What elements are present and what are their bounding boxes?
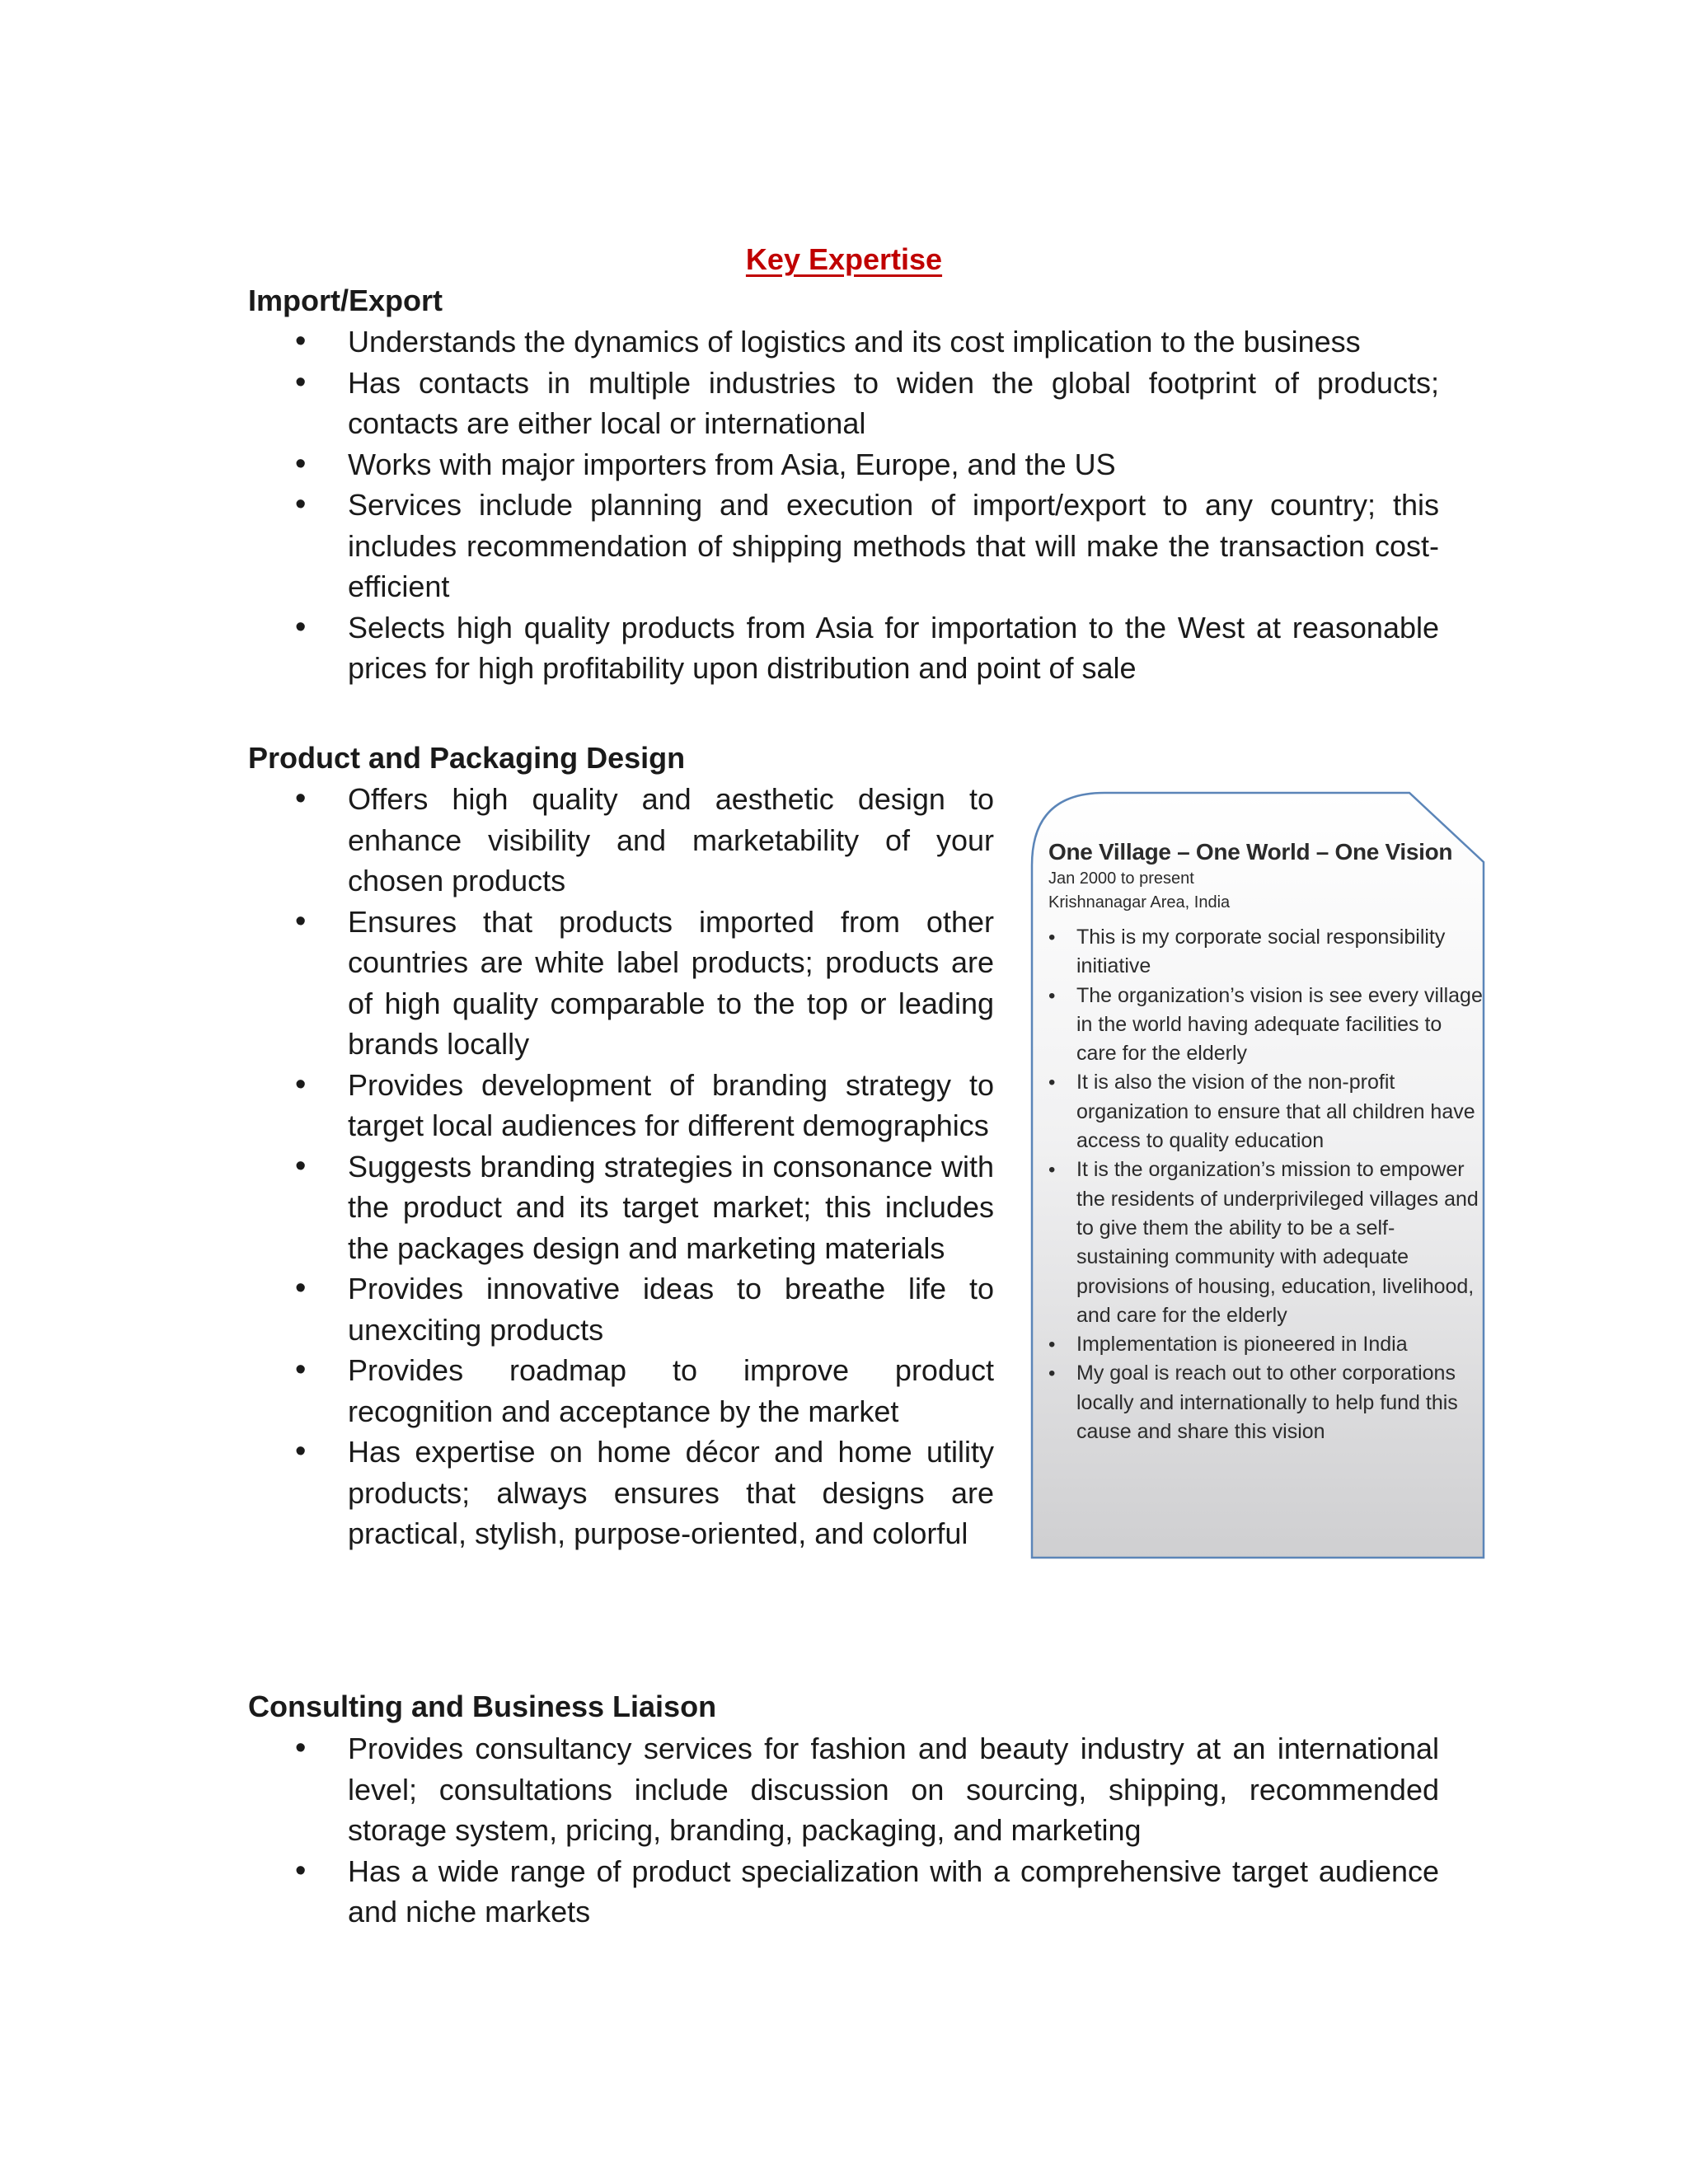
callout-title: One Village – One World – One Vision (1048, 839, 1453, 865)
list-item: • Understands the dynamics of logistics and its cost implication to the business (0, 321, 1439, 363)
callout-content (1048, 837, 1485, 1446)
callout-list (1048, 923, 1485, 1446)
list-item: • Has expertise on home décor and home utility products; always ensures that designs are practical, stylish, purpose-oriented, and colorful (0, 1432, 994, 1554)
list-item: • My goal is reach out to other corporations locally and internationally to help fund this cause and share this vision (1048, 1359, 1485, 1446)
callout-location: Krishnanagar Area, India (1048, 893, 1231, 912)
list-item: • Offers high quality and aesthetic design to enhance visibility and marketability of your chosen products (0, 779, 994, 902)
list-item: • It is also the vision of the non-profit organization to ensure that all children have access to quality education (1048, 1068, 1485, 1155)
list-item: • It is the organization’s mission to empower the residents of underprivileged villages and to give them the ability to be a self-sustaining community with adequate provisions of housing, education, livelihood, and care for the elderly (1048, 1155, 1485, 1330)
csr-callout-box (1030, 791, 1485, 1559)
consulting-heading: Consulting and Business Liaison (248, 1690, 717, 1723)
list-item: • Has contacts in multiple industries to widen the global footprint of products; contacts are either local or international (0, 363, 1439, 444)
consulting-list (0, 1728, 1439, 1933)
list-item: • Provides roadmap to improve product recognition and acceptance by the market (0, 1350, 994, 1432)
list-item: • Provides consultancy services for fashion and beauty industry at an international level; consultations include discussion on sourcing, shipping, recommended storage system, pricing, branding, packaging, and marketing (0, 1728, 1439, 1851)
list-item: • Services include planning and execution of import/export to any country; this includes recommendation of shipping methods that will make the transaction cost-efficient (0, 485, 1439, 607)
list-item: • Selects high quality products from Asia for importation to the West at reasonable prices for high profitability upon distribution and point of sale (0, 607, 1439, 689)
list-item: • The organization’s vision is see every village in the world having adequate facilities to care for the elderly (1048, 982, 1485, 1069)
list-item: • Has a wide range of product specialization with a comprehensive target audience and niche markets (0, 1851, 1439, 1933)
list-item: • Suggests branding strategies in consonance with the product and its target market; this includes the packages design and marketing materials (0, 1146, 994, 1269)
callout-dates: Jan 2000 to present (1048, 869, 1194, 888)
list-item: • Works with major importers from Asia, Europe, and the US (0, 444, 1439, 485)
list-item: • This is my corporate social responsibility initiative (1048, 923, 1485, 982)
import-export-list (0, 321, 1439, 689)
product-packaging-heading: Product and Packaging Design (248, 741, 686, 775)
list-item: • Provides innovative ideas to breathe life to unexciting products (0, 1268, 994, 1350)
list-item: • Implementation is pioneered in India (1048, 1330, 1485, 1359)
product-packaging-list (0, 779, 994, 1554)
list-item: • Provides development of branding strategy to target local audiences for different demographics (0, 1065, 994, 1146)
page-title: Key Expertise (745, 242, 943, 276)
import-export-heading: Import/Export (248, 284, 443, 317)
list-item: • Ensures that products imported from other countries are white label products; products are of high quality comparable to the top or leading brands locally (0, 902, 994, 1065)
